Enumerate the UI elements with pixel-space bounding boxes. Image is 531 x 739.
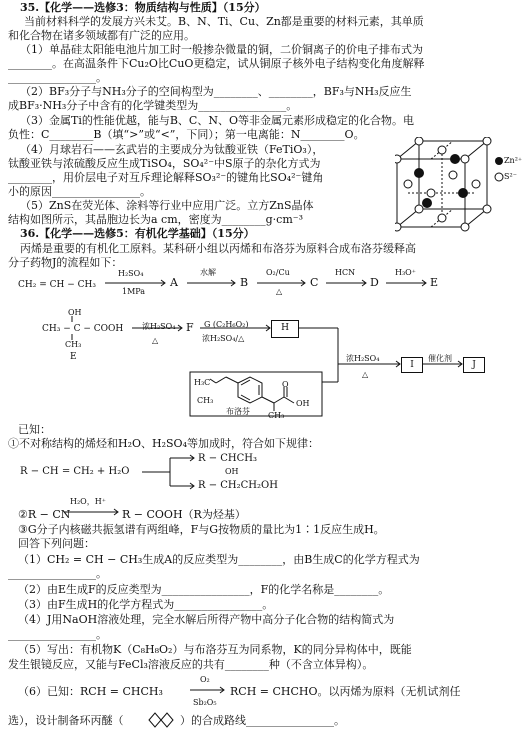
compound-f: F bbox=[186, 321, 194, 334]
cond2-top: 水解 bbox=[200, 268, 216, 277]
known-2-cond: H₂O，H⁺ bbox=[70, 497, 106, 506]
q35-intro-2: 和化合物在诸多领域都有广泛的应用。 bbox=[8, 29, 195, 42]
q35-part4-b: 钛酸亚铁与浓硫酸反应生成TiSO₄，SO₄²⁻中S原子的杂化方式为 bbox=[8, 157, 321, 170]
compound-i-box bbox=[401, 357, 423, 373]
known-label: 已知： bbox=[18, 423, 51, 436]
q36-part4-b: ________________。 bbox=[8, 628, 107, 641]
cond1-top: H₂SO₄ bbox=[118, 269, 144, 278]
known-2-left: ②R − CN bbox=[18, 508, 71, 521]
cond4-top: HCN bbox=[335, 268, 356, 277]
q35-part1-a: （1）单晶硅太阳能电池片加工时一般掺杂微量的铜，二价铜离子的价电子排布式为 bbox=[20, 43, 423, 56]
q36-part6-post: RCH = CHCHO。以丙烯为原料（无机试剂任 bbox=[230, 685, 461, 698]
e-ch3: CH₃ bbox=[65, 340, 82, 349]
q36-intro-1: 丙烯是重要的有机化工原料。某科研小组以丙烯和布洛芬为原料合成布洛芬缓释高 bbox=[20, 242, 416, 255]
e-oh: OH bbox=[68, 308, 82, 317]
cond8-top: 浓H₂SO₄ bbox=[346, 354, 380, 363]
q36-part6b-post: ）的合成路线________________。 bbox=[180, 714, 345, 727]
cond9-top: 催化剂 bbox=[428, 354, 452, 363]
q36-part6-cond-top: O₂ bbox=[200, 675, 210, 684]
k1-product-1: R − CHCH₃ bbox=[198, 453, 258, 464]
q36-part3: （3）由F生成H的化学方程式为________________。 bbox=[18, 598, 274, 611]
compound-h-box bbox=[271, 320, 299, 338]
cyclopropyl-ether-structure bbox=[143, 707, 179, 733]
ibu-ch3b: CH₃ bbox=[268, 411, 285, 420]
q35-part2-a: （2）BF₃分子与NH₃分子的空间构型为________、________，BF₃与NH₃反应生 bbox=[20, 85, 412, 98]
ibu-o: O bbox=[282, 380, 289, 389]
compound-h: H bbox=[281, 323, 289, 333]
q36-part5-b: 发生银镜反应，又能与FeCl₃溶液反应的共有________种（不含立体异构）。 bbox=[8, 658, 374, 671]
legend-zn: Zn²⁺ bbox=[504, 156, 523, 165]
q35-part4-c: ________，用价层电子对互斥理论解释SO₃²⁻的键角比SO₄²⁻键角 bbox=[8, 171, 324, 184]
known-2-right: R − COOH（R为烃基） bbox=[122, 508, 246, 521]
cond7-bot: 浓H₂SO₄/△ bbox=[202, 334, 245, 343]
q35-part5-a: （5）ZnS在荧光体、涂料等行业中应用广泛。立方ZnS晶体 bbox=[20, 199, 314, 212]
compound-a: A bbox=[170, 276, 178, 289]
q35-part4-a: （4）月球岩石——玄武岩的主要成分为钛酸亚铁（FeTiO₃）， bbox=[20, 143, 324, 156]
k1-product-1-oh: OH bbox=[225, 467, 239, 476]
q35-part5-b: 结构如图所示，其晶胞边长为a cm，密度为________g·cm⁻³ bbox=[8, 213, 303, 226]
ibu-name: 布洛芬 bbox=[226, 407, 250, 416]
known-2-arrow bbox=[62, 506, 122, 518]
q36-part6b-pre: 选），设计制备环丙醚（ bbox=[8, 714, 124, 727]
q35-part3-a: （3）金属Ti的性能优越，能与B、C、N、O等非金属元素形成稳定的化合物。电 bbox=[20, 114, 414, 127]
propene: CH₂ = CH − CH₃ bbox=[18, 280, 96, 290]
cond7-top: G (C₂H₆O₂) bbox=[204, 320, 249, 329]
cond6-bot: △ bbox=[152, 336, 159, 345]
q36-part6-cond-bot: Sb₂O₅ bbox=[193, 698, 217, 707]
known-1: ①不对称结构的烯烃和H₂O、H₂SO₄等加成时，符合如下规律： bbox=[8, 437, 319, 450]
q36-part6-arrow bbox=[188, 684, 228, 696]
e-label: E bbox=[70, 352, 77, 362]
q35-part1-b: ________。在高温条件下Cu₂O比CuO更稳定，试从铜原子核外电子结构变化角度解释 bbox=[8, 57, 425, 70]
q36-part4: （4）J用NaOH溶液处理，完全水解后所得产物中高分子化合物的结构简式为 bbox=[18, 613, 395, 626]
q36-part5: （5）写出：有机物K（C₈H₈O₂）与布洛芬互为同系物，K的同分异构体中，既能 bbox=[18, 643, 412, 656]
cond3-bot: △ bbox=[276, 287, 283, 296]
cond3-top: O₂/Cu bbox=[266, 268, 290, 277]
q36-part1: （1）CH₂ = CH − CH₃生成A的反应类型为________，由B生成C的化学方程式为 bbox=[18, 553, 420, 566]
q35-part3-b: 负性：C________B（填“>”或“<”，下同）；第一电离能：N________O。 bbox=[8, 128, 365, 141]
q35-part1-c: ________________。 bbox=[8, 71, 107, 84]
cond5-top: H₃O⁺ bbox=[395, 268, 416, 277]
e-main: CH₃ − C − COOH bbox=[42, 324, 124, 334]
q35-part4-d: 小的原因________________。 bbox=[8, 185, 151, 198]
cond8-bot: △ bbox=[362, 370, 369, 379]
k1-product-2: R − CH₂CH₂OH bbox=[198, 480, 278, 491]
q35-part2-b: 成BF₃·NH₃分子中含有的化学键类型为________________。 bbox=[8, 99, 298, 112]
k1-left: R − CH = CH₂ + H₂O bbox=[20, 466, 130, 477]
q36-title: 36.【化学——选修5：有机化学基础】（15分） bbox=[20, 227, 255, 240]
compound-j-box bbox=[463, 357, 485, 373]
compound-d: D bbox=[370, 276, 379, 289]
compound-i: I bbox=[410, 360, 414, 370]
ibu-h3c: H₃C bbox=[194, 378, 211, 387]
questions-intro: 回答下列问题： bbox=[18, 537, 95, 550]
q36-part1-b: ________________。 bbox=[8, 567, 107, 580]
cond1-bot: 1MPa bbox=[122, 287, 146, 296]
q35-intro-1: 当前材料科学的发展方兴未艾。B、N、Ti、Cu、Zn都是重要的材料元素，其单质 bbox=[24, 15, 424, 28]
q35-title: 35.【化学——选修3：物质结构与性质】（15分） bbox=[20, 1, 266, 14]
zns-crystal-figure bbox=[395, 137, 531, 237]
ibu-oh: OH bbox=[296, 399, 310, 408]
ibu-ch3: CH₃ bbox=[197, 396, 214, 405]
compound-b: B bbox=[240, 276, 249, 289]
known-3: ③G分子内核磁共振氢谱有两组峰，F与G按物质的量比为1∶1反应生成H。 bbox=[18, 523, 385, 536]
legend-s: S²⁻ bbox=[504, 172, 517, 181]
compound-e-label: E bbox=[430, 276, 439, 289]
q36-part2: （2）由E生成F的反应类型为________________，F的化学名称是________。 bbox=[18, 583, 390, 596]
compound-c: C bbox=[310, 276, 319, 289]
q36-intro-2: 分子药物J的流程如下： bbox=[8, 256, 123, 269]
compound-j: J bbox=[472, 360, 476, 370]
q36-part6-pre: （6）已知：RCH = CHCH₃ bbox=[18, 685, 163, 698]
cond6-top: 浓H₂SO₄ bbox=[142, 322, 176, 331]
